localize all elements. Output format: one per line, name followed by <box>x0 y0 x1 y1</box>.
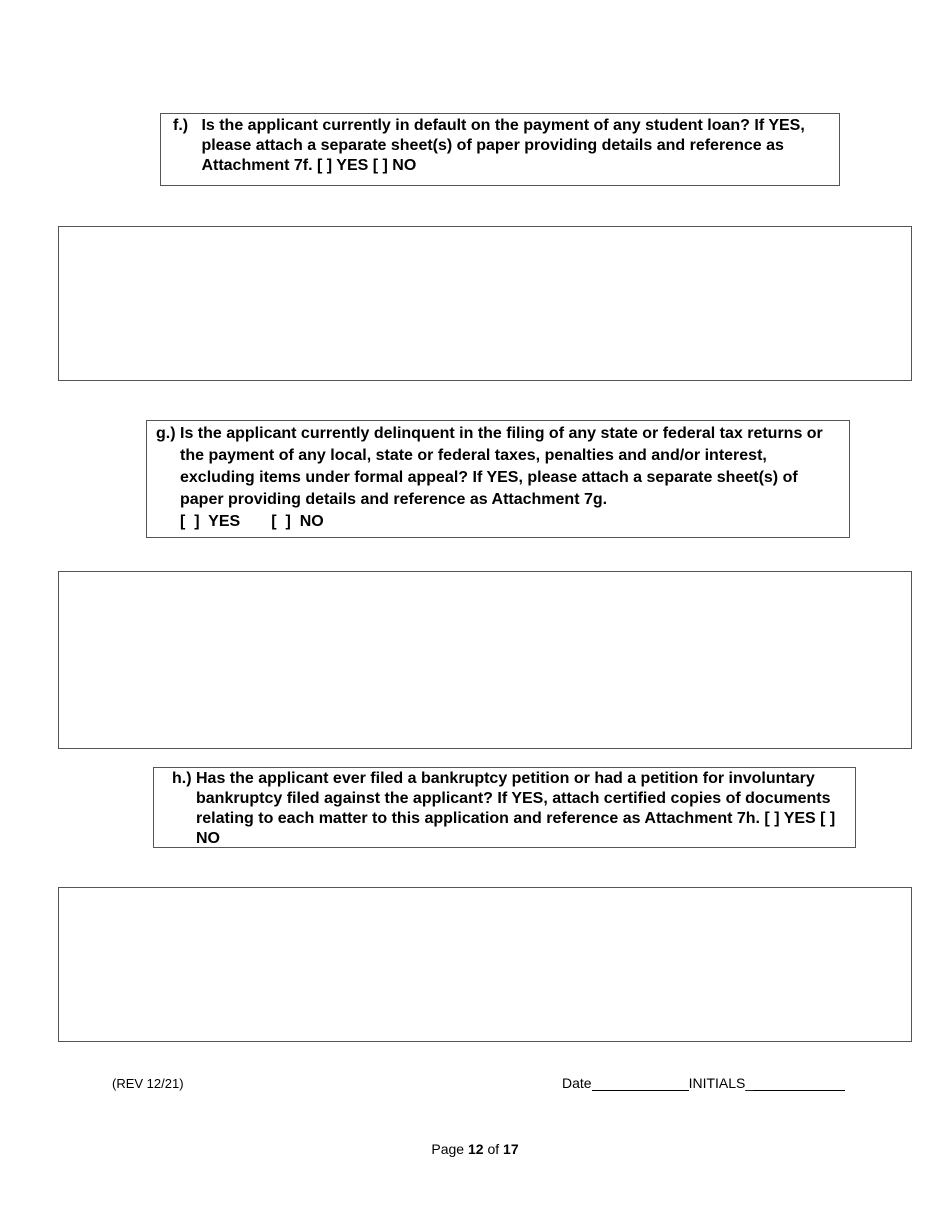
answer-h-box[interactable] <box>58 887 912 1042</box>
question-g-box <box>146 420 850 538</box>
page-of: of <box>487 1141 500 1157</box>
revision-label: (REV 12/21) <box>112 1076 184 1091</box>
question-h-text: Has the applicant ever filed a bankruptcy petition or had a petition for involuntary bankruptcy filed against the applicant? If YES, attach certified copies of documents relating to each matter to this application and reference as Attachment 7h. [ ] YES [ ] NO <box>196 770 836 847</box>
page-prefix: Page <box>431 1141 465 1157</box>
initials-label: INITIALS_ <box>688 1075 754 1091</box>
page-current: 12 <box>467 1141 484 1157</box>
page-number <box>0 1141 950 1157</box>
answer-f-box[interactable] <box>58 226 912 381</box>
date-line[interactable] <box>592 1076 689 1091</box>
answer-g-box[interactable] <box>58 571 912 749</box>
question-f-text: Is the applicant currently in default on the payment of any student loan? If YES, please attach a separate sheet(s) of paper providing details and reference as Attachment 7f. [ ] YES [ ] NO <box>201 117 805 174</box>
question-g-text: Is the applicant currently delinquent in the filing of any state or federal tax returns or the payment of any local, state or federal taxes, penalties and and/or interest, excluding items under formal appeal? If YES, please attach a separate sheet(s) of paper providing details and reference as Attachment 7g. <box>180 425 823 508</box>
question-h-label: h.) <box>172 770 196 787</box>
page-total: 17 <box>503 1141 519 1157</box>
question-f-box <box>160 113 840 186</box>
date-label: Date <box>562 1075 592 1091</box>
question-g-yes-no: [ ] YES [ ] NO <box>180 513 324 530</box>
signature-area <box>562 1075 845 1091</box>
question-h-box <box>153 767 856 848</box>
initials-line[interactable] <box>753 1076 845 1091</box>
question-f-label: f.) <box>173 117 202 134</box>
question-g-label: g.) <box>156 425 180 442</box>
